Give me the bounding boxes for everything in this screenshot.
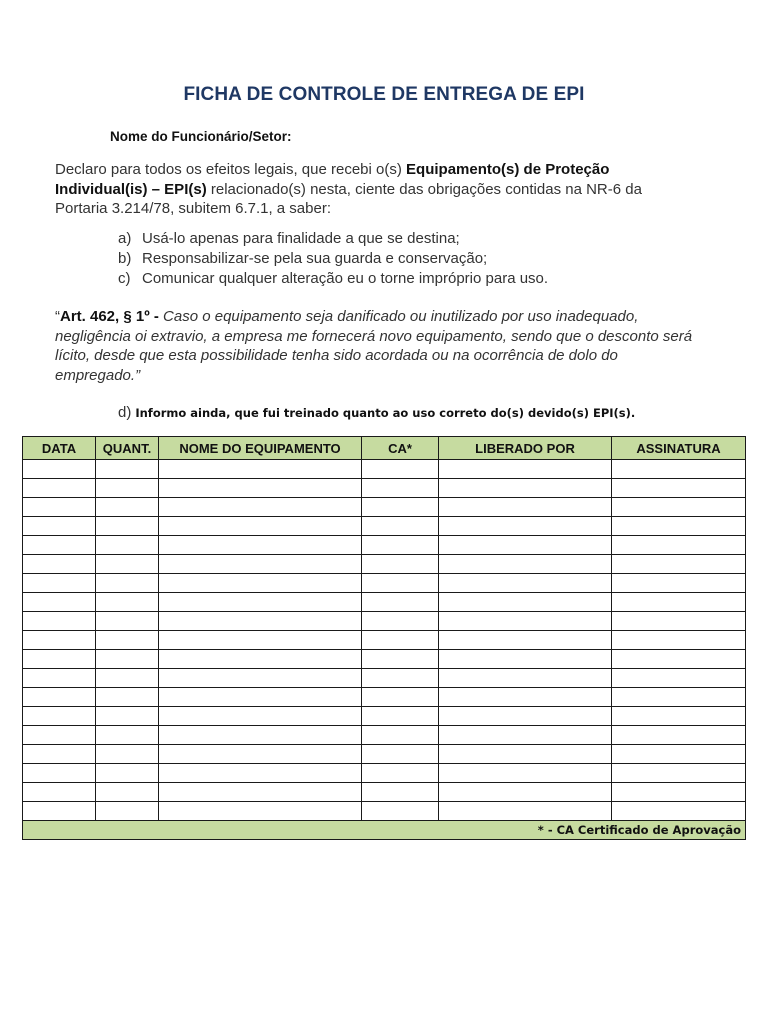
cell-released-by[interactable] — [439, 631, 612, 650]
cell-quantity[interactable] — [96, 802, 159, 821]
table-row — [23, 669, 746, 688]
cell-signature[interactable] — [612, 498, 746, 517]
epi-delivery-table — [22, 436, 746, 840]
list-item — [118, 229, 548, 249]
cell-ca[interactable] — [362, 707, 439, 726]
ca-footnote: * - CA Certificado de Aprovação — [23, 821, 746, 840]
table-row — [23, 707, 746, 726]
cell-released-by[interactable] — [439, 555, 612, 574]
article-quote — [55, 307, 695, 385]
list-item-text: Responsabilizar-se pela sua guarda e conservação; — [142, 250, 488, 267]
cell-date[interactable] — [23, 726, 96, 745]
cell-released-by[interactable] — [439, 726, 612, 745]
cell-date[interactable] — [23, 593, 96, 612]
cell-date[interactable] — [23, 574, 96, 593]
cell-quantity[interactable] — [96, 650, 159, 669]
cell-signature[interactable] — [612, 745, 746, 764]
cell-released-by[interactable] — [439, 498, 612, 517]
cell-signature[interactable] — [612, 555, 746, 574]
cell-signature[interactable] — [612, 688, 746, 707]
cell-signature[interactable] — [612, 460, 746, 479]
cell-equipment[interactable] — [159, 631, 362, 650]
cell-ca[interactable] — [362, 479, 439, 498]
cell-quantity[interactable] — [96, 707, 159, 726]
article-reference: Art. 462, § 1º - — [60, 308, 164, 325]
cell-released-by[interactable] — [439, 802, 612, 821]
cell-equipment[interactable] — [159, 802, 362, 821]
cell-signature[interactable] — [612, 802, 746, 821]
column-header-equipment: NOME DO EQUIPAMENTO — [159, 437, 362, 460]
article-text: Caso o equipamento seja danificado ou inutilizado por uso inadequado, negligência oi extravio, a empresa me fornecerá novo equipamento, sendo que o desconto será lícito, desde que esta possibilidade tenha sido acordada ou na ocorrência de dolo do empregado. — [55, 308, 693, 384]
cell-date[interactable] — [23, 517, 96, 536]
cell-signature[interactable] — [612, 612, 746, 631]
cell-equipment[interactable] — [159, 707, 362, 726]
table-row — [23, 745, 746, 764]
cell-ca[interactable] — [362, 650, 439, 669]
table-row — [23, 517, 746, 536]
cell-signature[interactable] — [612, 536, 746, 555]
cell-date[interactable] — [23, 783, 96, 802]
list-marker: a) — [118, 230, 132, 247]
cell-ca[interactable] — [362, 555, 439, 574]
table-row — [23, 631, 746, 650]
column-header-signature: ASSINATURA — [612, 437, 746, 460]
cell-quantity[interactable] — [96, 669, 159, 688]
cell-released-by[interactable] — [439, 745, 612, 764]
column-header-ca: CA* — [362, 437, 439, 460]
cell-ca[interactable] — [362, 783, 439, 802]
cell-quantity[interactable] — [96, 726, 159, 745]
list-item — [118, 249, 548, 269]
cell-equipment[interactable] — [159, 650, 362, 669]
cell-signature[interactable] — [612, 726, 746, 745]
cell-released-by[interactable] — [439, 669, 612, 688]
cell-date[interactable] — [23, 479, 96, 498]
list-item-text: Usá-lo apenas para finalidade a que se destina; — [142, 230, 460, 247]
cell-ca[interactable] — [362, 669, 439, 688]
cell-quantity[interactable] — [96, 517, 159, 536]
table-row — [23, 802, 746, 821]
cell-equipment[interactable] — [159, 555, 362, 574]
cell-quantity[interactable] — [96, 612, 159, 631]
table-row — [23, 612, 746, 631]
cell-signature[interactable] — [612, 574, 746, 593]
cell-date[interactable] — [23, 631, 96, 650]
cell-ca[interactable] — [362, 764, 439, 783]
cell-date[interactable] — [23, 650, 96, 669]
cell-equipment[interactable] — [159, 593, 362, 612]
cell-equipment[interactable] — [159, 764, 362, 783]
declaration-paragraph — [55, 160, 675, 219]
cell-quantity[interactable] — [96, 631, 159, 650]
list-marker: d) — [118, 404, 132, 421]
cell-date[interactable] — [23, 745, 96, 764]
cell-released-by[interactable] — [439, 764, 612, 783]
cell-ca[interactable] — [362, 726, 439, 745]
cell-ca[interactable] — [362, 802, 439, 821]
cell-equipment[interactable] — [159, 460, 362, 479]
table-row — [23, 726, 746, 745]
cell-quantity[interactable] — [96, 593, 159, 612]
cell-equipment[interactable] — [159, 479, 362, 498]
cell-signature[interactable] — [612, 517, 746, 536]
cell-ca[interactable] — [362, 517, 439, 536]
cell-quantity[interactable] — [96, 555, 159, 574]
cell-signature[interactable] — [612, 707, 746, 726]
cell-quantity[interactable] — [96, 574, 159, 593]
list-marker: b) — [118, 250, 132, 267]
cell-equipment[interactable] — [159, 498, 362, 517]
close-quote: ” — [135, 366, 141, 384]
cell-signature[interactable] — [612, 764, 746, 783]
form-title: FICHA DE CONTROLE DE ENTREGA DE EPI — [183, 84, 585, 105]
table-row — [23, 688, 746, 707]
cell-ca[interactable] — [362, 745, 439, 764]
cell-date[interactable] — [23, 460, 96, 479]
open-quote: “ — [55, 308, 60, 325]
cell-signature[interactable] — [612, 631, 746, 650]
cell-released-by[interactable] — [439, 479, 612, 498]
cell-released-by[interactable] — [439, 593, 612, 612]
cell-ca[interactable] — [362, 612, 439, 631]
cell-released-by[interactable] — [439, 460, 612, 479]
table-row — [23, 650, 746, 669]
cell-date[interactable] — [23, 802, 96, 821]
cell-released-by[interactable] — [439, 650, 612, 669]
cell-released-by[interactable] — [439, 612, 612, 631]
declaration-text-cont: relacionado(s) nesta, ciente das obrigações contidas na NR-6 da Portaria 3.214/78, subitem 6.7.1, a saber: — [55, 180, 642, 217]
table-row — [23, 460, 746, 479]
cell-quantity[interactable] — [96, 783, 159, 802]
training-statement — [118, 404, 635, 421]
cell-ca[interactable] — [362, 536, 439, 555]
table-body — [23, 460, 746, 821]
cell-quantity[interactable] — [96, 498, 159, 517]
list-item — [118, 269, 548, 289]
cell-quantity[interactable] — [96, 764, 159, 783]
table-footer-row — [23, 821, 746, 840]
obligations-list — [118, 229, 548, 289]
cell-signature[interactable] — [612, 669, 746, 688]
cell-quantity[interactable] — [96, 460, 159, 479]
cell-date[interactable] — [23, 764, 96, 783]
cell-ca[interactable] — [362, 460, 439, 479]
table-row — [23, 479, 746, 498]
list-item-text: Comunicar qualquer alteração eu o torne impróprio para uso. — [142, 270, 549, 287]
cell-equipment[interactable] — [159, 688, 362, 707]
cell-signature[interactable] — [612, 593, 746, 612]
cell-signature[interactable] — [612, 783, 746, 802]
cell-date[interactable] — [23, 612, 96, 631]
cell-date[interactable] — [23, 498, 96, 517]
cell-equipment[interactable] — [159, 669, 362, 688]
cell-ca[interactable] — [362, 631, 439, 650]
cell-equipment[interactable] — [159, 517, 362, 536]
table-header-row — [23, 437, 746, 460]
cell-ca[interactable] — [362, 574, 439, 593]
cell-quantity[interactable] — [96, 536, 159, 555]
cell-signature[interactable] — [612, 479, 746, 498]
cell-equipment[interactable] — [159, 783, 362, 802]
cell-equipment[interactable] — [159, 745, 362, 764]
cell-equipment[interactable] — [159, 536, 362, 555]
column-header-released-by: LIBERADO POR — [439, 437, 612, 460]
cell-date[interactable] — [23, 536, 96, 555]
table-row — [23, 783, 746, 802]
cell-equipment[interactable] — [159, 612, 362, 631]
cell-released-by[interactable] — [439, 536, 612, 555]
cell-released-by[interactable] — [439, 517, 612, 536]
cell-quantity[interactable] — [96, 688, 159, 707]
list-marker: c) — [118, 270, 131, 287]
column-header-quant: QUANT. — [96, 437, 159, 460]
cell-released-by[interactable] — [439, 707, 612, 726]
cell-equipment[interactable] — [159, 574, 362, 593]
cell-signature[interactable] — [612, 650, 746, 669]
table-row — [23, 498, 746, 517]
table-row — [23, 574, 746, 593]
cell-date[interactable] — [23, 555, 96, 574]
column-header-data: DATA — [23, 437, 96, 460]
declaration-epi-term: Equipamento(s) de Proteção Individual(is) – EPI(s) — [55, 161, 610, 198]
table-row — [23, 536, 746, 555]
cell-released-by[interactable] — [439, 688, 612, 707]
training-text: Informo ainda, que fui treinado quanto ao uso correto do(s) devido(s) EPI(s). — [135, 406, 636, 420]
table-row — [23, 764, 746, 783]
cell-ca[interactable] — [362, 498, 439, 517]
cell-released-by[interactable] — [439, 574, 612, 593]
cell-ca[interactable] — [362, 688, 439, 707]
cell-released-by[interactable] — [439, 783, 612, 802]
table-row — [23, 593, 746, 612]
employee-field-label: Nome do Funcionário/Setor: — [110, 129, 292, 144]
cell-quantity[interactable] — [96, 745, 159, 764]
cell-quantity[interactable] — [96, 479, 159, 498]
cell-date[interactable] — [23, 669, 96, 688]
cell-equipment[interactable] — [159, 726, 362, 745]
cell-date[interactable] — [23, 688, 96, 707]
cell-date[interactable] — [23, 707, 96, 726]
table-row — [23, 555, 746, 574]
cell-ca[interactable] — [362, 593, 439, 612]
declaration-text: Declaro para todos os efeitos legais, que recebi o(s) — [55, 161, 407, 178]
